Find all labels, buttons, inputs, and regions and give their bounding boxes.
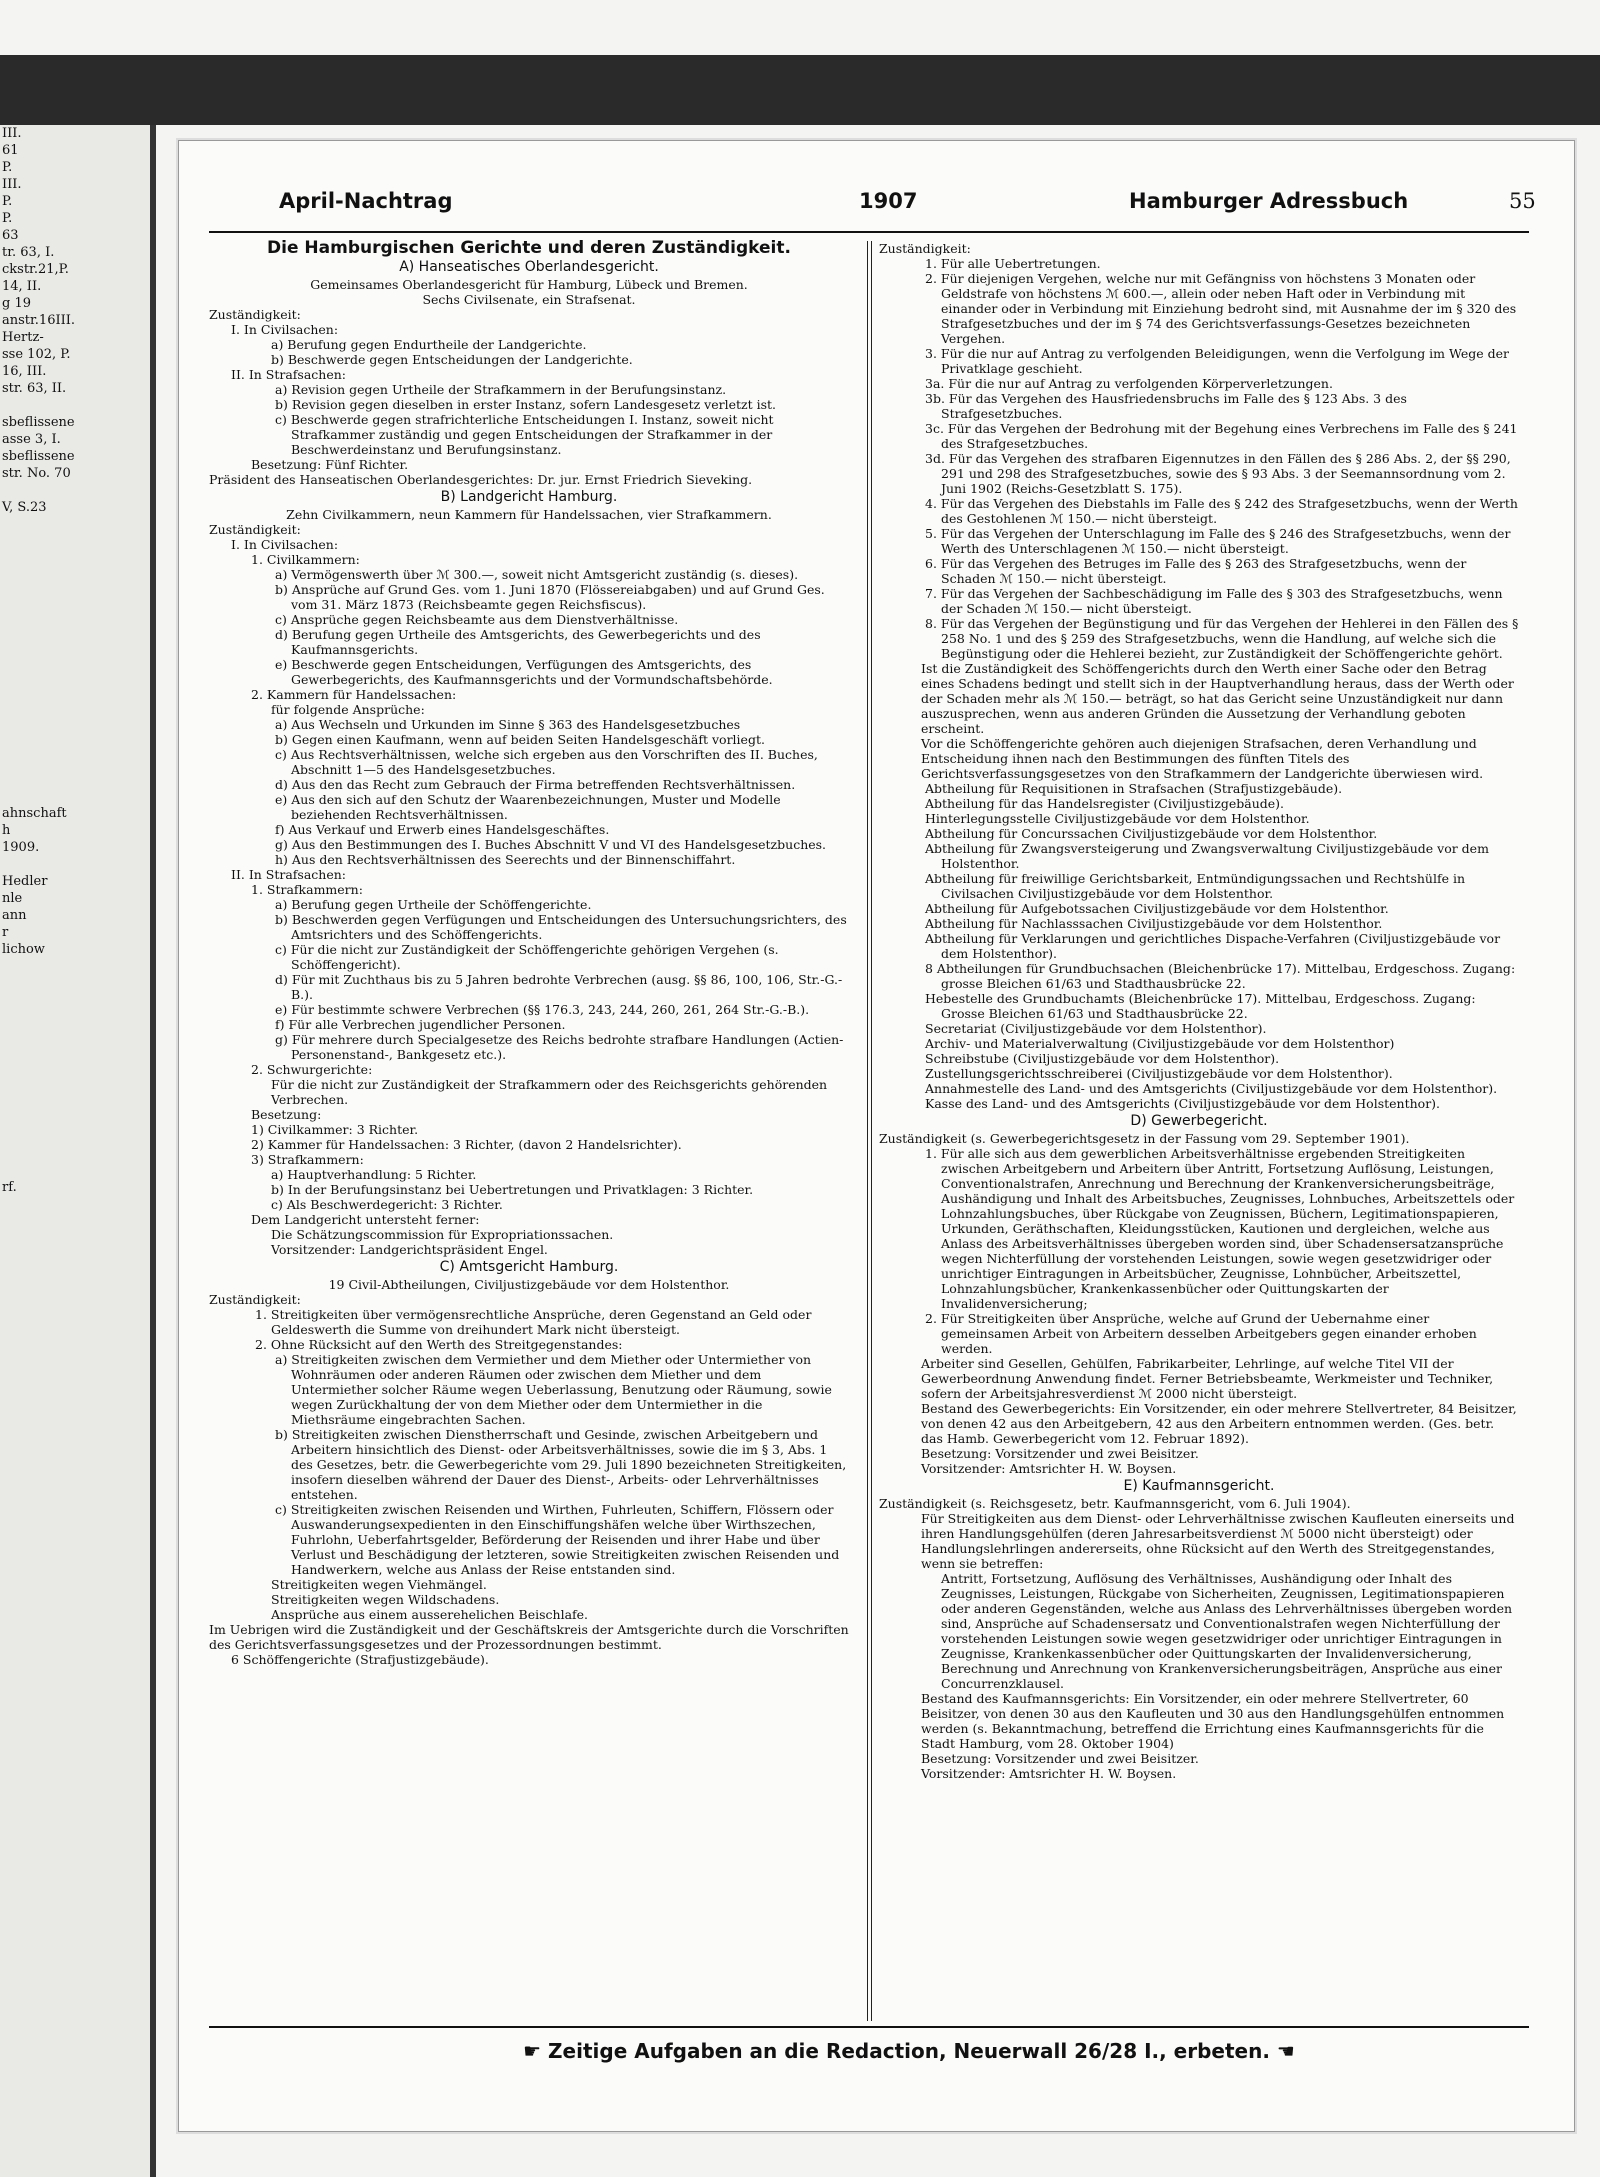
- paragraph: d) Für mit Zuchthaus bis zu 5 Jahren bedrohte Verbrechen (ausg. §§ 86, 100, 106, Str.-G.-B.).: [275, 972, 843, 1002]
- paragraph: 2. Für diejenigen Vergehen, welche nur mit Gefängniss von höchstens 3 Monaten oder Geldstrafe von höchstens ℳ 600.—, allein oder neben Haft oder in Verbindung mit einander oder in Verbindung mit Einziehung bedroht sind, mit Ausnahme der im § 320 des Strafgesetzbuches und der im § 74 des Gerichtsverfassungs-Gesetzes bezeichneten Vergehen.: [925, 271, 1517, 346]
- prev-page-fragment: rf.: [2, 1180, 17, 1195]
- paragraph: Abtheilung für Zwangsversteigerung und Zwangsverwaltung Civiljustizgebäude vor dem Holstenthor.: [925, 841, 1489, 871]
- paragraph: I. In Civilsachen:: [231, 322, 339, 337]
- prev-page-fragment: nle: [2, 891, 23, 906]
- paragraph: b) Beschwerde gegen Entscheidungen der Landgerichte.: [271, 352, 633, 367]
- prev-page-fragment: P.: [2, 211, 13, 226]
- prev-page-fragment: V, S.23: [2, 500, 47, 515]
- prev-page-fragment: sbeflissene: [2, 449, 75, 464]
- prev-page-fragment: ahnschaft: [2, 806, 67, 821]
- paragraph: Secretariat (Civiljustizgebäude vor dem Holstenthor).: [925, 1021, 1267, 1036]
- paragraph: 1. Civilkammern:: [251, 552, 360, 567]
- prev-page-fragment: 16, III.: [2, 364, 47, 379]
- paragraph: Abtheilung für freiwillige Gerichtsbarkeit, Entmündigungssachen und Rechtshülfe in Civilsachen Civiljustizgebäude vor dem Holstenthor.: [925, 871, 1466, 901]
- paragraph: 1. Für alle Uebertretungen.: [925, 256, 1101, 271]
- paragraph: Zuständigkeit:: [209, 1292, 301, 1307]
- paragraph: Für Streitigkeiten aus dem Dienst- oder Lehrverhältnisse zwischen Kaufleuten einerseits und ihren Handlungsgehülfen (deren Jahresarbeitsverdienst ℳ 5000 nicht übersteigt) oder Handlungslehrlingen andererseits, ohne Rücksicht auf den Werth des Streitgegenstandes, wenn sie betreffen:: [921, 1511, 1515, 1571]
- paragraph: 1. Streitigkeiten über vermögensrechtliche Ansprüche, deren Gegenstand an Geld oder Geldeswerth die Summe von dreihundert Mark nicht übersteigt.: [255, 1307, 812, 1337]
- prev-page-fragment: [0, 703, 150, 720]
- paragraph: 1. Für alle sich aus dem gewerblichen Arbeitsverhältnisse ergebenden Streitigkeiten zwischen Arbeitgebern und Arbeitern über Antritt, Fortsetzung Auflösung, Leistungen, Conventionalstrafen, Anrechnung und Berechnung der Krankenversicherungsbeiträge, Aushändigung und Inhalt des Arbeitsbuches, Zeugnisses, Lohnbuches, Arbeitszettels oder Lohnzahlungsbuches, über Rückgabe von Zeugnissen, Büchern, Legitimationspapieren, Urkunden, Geräthschaften, Kleidungsstücken, Kautionen und dergleichen, welche aus Anlass des Arbeitsverhältnisses übergeben worden sind, über Schadensersatzansprüche wegen Nichterfüllung der vorstehenden Leistungen, sowie wegen gesetzwidriger oder unrichtiger Eintragungen in Arbeitsbücher, Zeugnisse, Lohnbücher, Arbeitszettel, Lohnzahlungsbücher, Krankenkassenbücher oder Quittungskarten der Invalidenversicherung;: [925, 1146, 1515, 1311]
- paragraph: 6 Schöffengerichte (Strafjustizgebäude).: [231, 1652, 489, 1667]
- paragraph: c) Ansprüche gegen Reichsbeamte aus dem Dienstverhältnisse.: [275, 612, 679, 627]
- prev-page-fragment: [0, 652, 150, 669]
- paragraph: Hebestelle des Grundbuchamts (Bleichenbrücke 17). Mittelbau, Erdgeschoss. Zugang: Grosse Bleichen 61/63 und Stadthausbrücke 22.: [925, 991, 1476, 1021]
- paragraph: g) Für mehrere durch Specialgesetze des Reichs bedrohte strafbare Handlungen (Actien-Personenstand-, Bankgesetz etc.).: [275, 1032, 844, 1062]
- paragraph: d) Aus den das Recht zum Gebrauch der Firma betreffenden Rechtsverhältnissen.: [275, 777, 796, 792]
- paragraph: d) Berufung gegen Urtheile des Amtsgerichts, des Gewerbegerichts und des Kaufmannsgerichts.: [275, 627, 761, 657]
- prev-page-fragment: [0, 1060, 150, 1077]
- prev-page-fragment: III.: [2, 126, 22, 141]
- paragraph: Besetzung:: [251, 1107, 322, 1122]
- paragraph: Im Uebrigen wird die Zuständigkeit und der Geschäftskreis der Amtsgerichte durch die Vorschriften des Gerichtsverfassungsgesetzes und der Prozessordnungen bestimmt.: [209, 1622, 849, 1652]
- paragraph: a) Revision gegen Urtheile der Strafkammern in der Berufungsinstanz.: [275, 382, 727, 397]
- paragraph: h) Aus den Rechtsverhältnissen des Seerechts und der Binnenschiffahrt.: [275, 852, 736, 867]
- paragraph: Streitigkeiten wegen Wildschadens.: [271, 1592, 500, 1607]
- prev-page-fragment: [0, 1094, 150, 1111]
- prev-page-fragment: asse 3, I.: [2, 432, 61, 447]
- prev-page-fragment: 1909.: [2, 840, 40, 855]
- paragraph: a) Hauptverhandlung: 5 Richter.: [271, 1167, 477, 1182]
- header-year: 1907: [859, 189, 918, 213]
- paragraph: Annahmestelle des Land- und des Amtsgerichts (Civiljustizgebäude vor dem Holstenthor).: [925, 1081, 1498, 1096]
- prev-page-fragment: ann: [2, 908, 27, 923]
- paragraph: Abtheilung für das Handelsregister (Civiljustizgebäude).: [925, 796, 1285, 811]
- paragraph: 3d. Für das Vergehen des strafbaren Eigennutzes in den Fällen des § 286 Abs. 2, der §§ 290, 291 und 298 des Strafgesetzbuches, sowie des § 93 Abs. 3 der Seemannsordnung vom 2. Juni 1902 (Reichs-Gesetzblatt S. 175).: [925, 451, 1511, 496]
- prev-page-fragment: anstr.16III.: [2, 313, 76, 328]
- paragraph: c) Streitigkeiten zwischen Reisenden und Wirthen, Fuhrleuten, Schiffern, Flössern oder Auswanderungsexpedienten in den Einschiffungshäfen welche über Wirthszechen, Fuhrlohn, Ueberfahrtsgelder, Beförderung der Reisenden und ihrer Habe und über Verlust und Beschädigung der letzteren, sowie Streitigkeiten zwischen Reisenden und Handwerkern, welche aus Anlass der Reise entstanden sind.: [275, 1502, 840, 1577]
- paragraph: 8. Für das Vergehen der Begünstigung und für das Vergehen der Hehlerei in den Fällen des § 258 No. 1 und des § 259 des Strafgesetzbuchs, wenn die Handlung, auf welche sich die Begünstigung oder die Hehlerei bezieht, zur Zuständigkeit der Schöffengerichte gehört.: [925, 616, 1519, 661]
- prev-page-fragment: [0, 550, 150, 567]
- section-heading: D) Gewerbegericht.: [1130, 1113, 1268, 1129]
- section-heading: B) Landgericht Hamburg.: [440, 489, 618, 505]
- paragraph: a) Berufung gegen Endurtheile der Landgerichte.: [271, 337, 587, 352]
- prev-page-fragment: [0, 1043, 150, 1060]
- paragraph: Die Schätzungscommission für Expropriationssachen.: [271, 1227, 614, 1242]
- prev-page-fragment: [0, 788, 150, 805]
- paragraph: 3. Für die nur auf Antrag zu verfolgenden Beleidigungen, wenn die Verfolgung im Wege der Privatklage geschieht.: [925, 346, 1509, 376]
- paragraph: e) Beschwerde gegen Entscheidungen, Verfügungen des Amtsgerichts, des Gewerbegerichts, des Kaufmannsgerichts und der Vormundschaftsbehörde.: [275, 657, 773, 687]
- prev-page-fragment: [0, 737, 150, 754]
- paragraph: Hinterlegungsstelle Civiljustizgebäude vor dem Holstenthor.: [925, 811, 1310, 826]
- prev-page-fragment: ckstr.21,P.: [2, 262, 69, 277]
- paragraph: Arbeiter sind Gesellen, Gehülfen, Fabrikarbeiter, Lehrlinge, auf welche Titel VII der Gewerbeordnung Anwendung findet. Ferner Betriebsbeamte, Werkmeister und Techniker, sofern der Arbeitsjahresverdienst ℳ 2000 nicht übersteigt.: [921, 1356, 1494, 1401]
- paragraph: 2. Ohne Rücksicht auf den Werth des Streitgegenstandes:: [255, 1337, 623, 1352]
- prev-page-fragment: h: [2, 823, 11, 838]
- prev-page-fragment: [0, 754, 150, 771]
- prev-page-fragment: [0, 1026, 150, 1043]
- paragraph: b) Streitigkeiten zwischen Dienstherrschaft und Gesinde, zwischen Arbeitgebern und Arbeitern hinsichtlich des Dienst- oder Arbeitsverhältnisses, sowie die im § 3, Abs. 1 des Gesetzes, betr. die Gewerbegerichte vom 29. Juli 1890 bezeichneten Streitigkeiten, insofern dieselben während der Dauer des Dienst-, Arbeits- oder Lehrverhältnisses entstehen.: [275, 1427, 847, 1502]
- paragraph: 19 Civil-Abtheilungen, Civiljustizgebäude vor dem Holstenthor.: [328, 1277, 730, 1292]
- paragraph: Vorsitzender: Amtsrichter H. W. Boysen.: [921, 1461, 1177, 1476]
- prev-page-fragment: [0, 1077, 150, 1094]
- paragraph: Abtheilung für Aufgebotssachen Civiljustizgebäude vor dem Holstenthor.: [925, 901, 1389, 916]
- prev-page-fragment: [0, 397, 150, 414]
- footer-rule: [209, 2026, 1529, 2028]
- paragraph: c) Beschwerde gegen strafrichterliche Entscheidungen I. Instanz, soweit nicht Strafkammer zuständig und gegen Entscheidungen der Strafkammer in der Beschwerdeinstanz und Berufungsinstanz.: [275, 412, 774, 457]
- prev-page-fragment: lichow: [2, 942, 45, 957]
- paragraph: 2. Kammern für Handelssachen:: [251, 687, 457, 702]
- paragraph: e) Für bestimmte schwere Verbrechen (§§ 176.3, 243, 244, 260, 261, 264 Str.-G.-B.).: [275, 1002, 810, 1017]
- prev-page-fragment: [0, 720, 150, 737]
- paragraph: Abtheilung für Requisitionen in Strafsachen (Strafjustizgebäude).: [925, 781, 1343, 796]
- prev-page-fragment: P.: [2, 160, 13, 175]
- paragraph: 3a. Für die nur auf Antrag zu verfolgenden Körperverletzungen.: [925, 376, 1333, 391]
- prev-page-fragment: [0, 686, 150, 703]
- paragraph: 2. Schwurgerichte:: [251, 1062, 373, 1077]
- paragraph: Besetzung: Fünf Richter.: [251, 457, 409, 472]
- paragraph: 4. Für das Vergehen des Diebstahls im Falle des § 242 des Strafgesetzbuchs, wenn der Werth des Gestohlenen ℳ 150.— nicht übersteigt.: [925, 496, 1518, 526]
- paragraph: für folgende Ansprüche:: [271, 702, 425, 717]
- prev-page-fragment: [0, 669, 150, 686]
- prev-page-fragment: 61: [2, 143, 19, 158]
- paragraph: Schreibstube (Civiljustizgebäude vor dem Holstenthor).: [925, 1051, 1280, 1066]
- page-title: Die Hamburgischen Gerichte und deren Zuständigkeit.: [267, 238, 791, 258]
- paragraph: g) Aus den Bestimmungen des I. Buches Abschnitt V und VI des Handelsgesetzbuches.: [275, 837, 827, 852]
- page-number: 55: [1509, 189, 1536, 213]
- paragraph: Sechs Civilsenate, ein Strafsenat.: [422, 292, 636, 307]
- header-title: Hamburger Adressbuch: [1129, 189, 1409, 213]
- left-column: [209, 238, 849, 1667]
- prev-page-fragment: [0, 618, 150, 635]
- prev-page-fragment: [0, 975, 150, 992]
- prev-page-fragment: [0, 1128, 150, 1145]
- prev-page-fragment: Hedler: [2, 874, 48, 889]
- paragraph: Antritt, Fortsetzung, Auflösung des Verhältnisses, Aushändigung oder Inhalt des Zeugnisses, Leistungen, Rückgabe von Sicherheiten, Zeugnissen, Legitimationspapieren oder anderen Gegenständen, welche aus Anlass des Lehrverhältnisses übergeben worden sind, Ansprüche auf Schadensersatz und Conventionalstrafen wegen Nichterfüllung der vorstehenden Leistungen sowie wegen gesetzwidriger oder unrichtiger Eintragungen in Zeugnisse, Krankenkassenbücher oder Quittungskarten der Invalidenversicherung, Berechnung und Anrechnung von Krankenversicherungsbeiträgen, Ansprüche aus einer Concurrenzklausel.: [941, 1571, 1513, 1691]
- paragraph: 1. Strafkammern:: [251, 882, 363, 897]
- prev-page-fragment: str. 63, II.: [2, 381, 67, 396]
- paragraph: Zuständigkeit (s. Gewerbegerichtsgesetz in der Fassung vom 29. September 1901).: [879, 1131, 1410, 1146]
- scan-top-shadow: [0, 55, 1600, 125]
- paragraph: Zehn Civilkammern, neun Kammern für Handelssachen, vier Strafkammern.: [286, 507, 772, 522]
- paragraph: II. In Strafsachen:: [231, 867, 347, 882]
- prev-page-fragment: tr. 63, I.: [2, 245, 55, 260]
- right-column: [879, 241, 1519, 1781]
- section-heading: E) Kaufmannsgericht.: [1123, 1478, 1275, 1494]
- prev-page-fragment: [0, 601, 150, 618]
- paragraph: f) Aus Verkauf und Erwerb eines Handelsgeschäftes.: [275, 822, 610, 837]
- paragraph: b) Beschwerden gegen Verfügungen und Entscheidungen des Untersuchungsrichters, des Amtsrichters und des Schöffengerichts.: [275, 912, 847, 942]
- prev-page-fragment: [0, 482, 150, 499]
- paragraph: Archiv- und Materialverwaltung (Civiljustizgebäude vor dem Holstenthor): [925, 1036, 1395, 1051]
- paragraph: Gemeinsames Oberlandesgericht für Hamburg, Lübeck und Bremen.: [310, 277, 748, 292]
- prev-page-fragment: sse 102, P.: [2, 347, 71, 362]
- paragraph: 8 Abtheilungen für Grundbuchsachen (Bleichenbrücke 17). Mittelbau, Erdgeschoss. Zugang: grosse Bleichen 61/63 und Stadthausbrücke 22.: [925, 961, 1516, 991]
- paragraph: Kasse des Land- und des Amtsgerichts (Civiljustizgebäude vor dem Holstenthor).: [925, 1096, 1441, 1111]
- paragraph: I. In Civilsachen:: [231, 537, 339, 552]
- paragraph: b) Ansprüche auf Grund Ges. vom 1. Juni 1870 (Flössereiabgaben) und auf Grund Ges. vom 31. März 1873 (Reichsbeamte gegen Reichsfiscus).: [275, 582, 825, 612]
- paragraph: b) Gegen einen Kaufmann, wenn auf beiden Seiten Handelsgeschäft vorliegt.: [275, 732, 765, 747]
- prev-page-fragment: 14, II.: [2, 279, 42, 294]
- paragraph: a) Aus Wechseln und Urkunden im Sinne § 363 des Handelsgesetzbuches: [275, 717, 741, 732]
- paragraph: Vorsitzender: Landgerichtspräsident Engel.: [271, 1242, 548, 1257]
- column-divider: [867, 241, 868, 2021]
- prev-page-fragment: [0, 516, 150, 533]
- paragraph: Präsident des Hanseatischen Oberlandesgerichtes: Dr. jur. Ernst Friedrich Sieveking.: [209, 472, 753, 487]
- prev-page-fragment: [0, 1145, 150, 1162]
- paragraph: 7. Für das Vergehen der Sachbeschädigung im Falle des § 303 des Strafgesetzbuchs, wenn der Schaden ℳ 150.— nicht übersteigt.: [925, 586, 1503, 616]
- prev-page-fragment: P.: [2, 194, 13, 209]
- paragraph: Bestand des Gewerbegerichts: Ein Vorsitzender, ein oder mehrere Stellvertreter, 84 Beisitzer, von denen 42 aus den Arbeitgebern, 42 aus den Arbeitern entnommen werden. (Ges. betr. das Hamb. Gewerbegericht vom 12. Februar 1892).: [921, 1401, 1517, 1446]
- paragraph: Besetzung: Vorsitzender und zwei Beisitzer.: [921, 1446, 1199, 1461]
- prev-page-fragment: [0, 856, 150, 873]
- paragraph: 3) Strafkammern:: [251, 1152, 364, 1167]
- paragraph: Ansprüche aus einem ausserehelichen Beischlafe.: [271, 1607, 589, 1622]
- paragraph: Für die nicht zur Zuständigkeit der Strafkammern oder des Reichsgerichts gehörenden Verbrechen.: [271, 1077, 828, 1107]
- section-heading: C) Amtsgericht Hamburg.: [439, 1259, 619, 1275]
- prev-page-fragment: 63: [2, 228, 19, 243]
- paragraph: Streitigkeiten wegen Viehmängel.: [271, 1577, 487, 1592]
- paragraph: 1) Civilkammer: 3 Richter.: [251, 1122, 419, 1137]
- paragraph: Abtheilung für Nachlasssachen Civiljustizgebäude vor dem Holstenthor.: [925, 916, 1383, 931]
- page-header: [219, 189, 1536, 223]
- paragraph: b) Revision gegen dieselben in erster Instanz, sofern Landesgesetz verletzt ist.: [275, 397, 776, 412]
- prev-page-fragment: [0, 771, 150, 788]
- previous-page-edge: [0, 125, 156, 2177]
- paragraph: a) Vermögenswerth über ℳ 300.—, soweit nicht Amtsgericht zuständig (s. dieses).: [275, 567, 799, 582]
- paragraph: Vor die Schöffengerichte gehören auch diejenigen Strafsachen, deren Verhandlung und Entscheidung ihnen nach den Bestimmungen des fünften Titels des Gerichtsverfassungsgesetzes von den Strafkammern der Landgerichte überwiesen wird.: [921, 736, 1484, 781]
- paragraph: 6. Für das Vergehen des Betruges im Falle des § 263 des Strafgesetzbuchs, wenn der Schaden ℳ 150.— nicht übersteigt.: [925, 556, 1467, 586]
- header-rule: [209, 231, 1529, 233]
- prev-page-fragment: g 19: [2, 296, 31, 311]
- paragraph: Zuständigkeit (s. Reichsgesetz, betr. Kaufmannsgericht, vom 6. Juli 1904).: [879, 1496, 1351, 1511]
- paragraph: 3b. Für das Vergehen des Hausfriedensbruchs im Falle des § 123 Abs. 3 des Strafgesetzbuches.: [925, 391, 1407, 421]
- section-heading: A) Hanseatisches Oberlandesgericht.: [399, 259, 659, 275]
- prev-page-fragment: Hertz-: [2, 330, 44, 345]
- paragraph: f) Für alle Verbrechen jugendlicher Personen.: [275, 1017, 566, 1032]
- paragraph: Zuständigkeit:: [209, 307, 301, 322]
- paragraph: Vorsitzender: Amtsrichter H. W. Boysen.: [921, 1766, 1177, 1781]
- prev-page-fragment: [0, 1009, 150, 1026]
- paragraph: Dem Landgericht untersteht ferner:: [251, 1212, 480, 1227]
- paragraph: Zustellungsgerichtsschreiberei (Civiljustizgebäude vor dem Holstenthor).: [925, 1066, 1393, 1081]
- prev-page-fragment: [0, 567, 150, 584]
- prev-page-fragment: [0, 958, 150, 975]
- paragraph: c) Als Beschwerdegericht: 3 Richter.: [271, 1197, 503, 1212]
- prev-page-fragment: [0, 1162, 150, 1179]
- prev-page-fragment: [0, 1111, 150, 1128]
- prev-page-fragment: [0, 533, 150, 550]
- paragraph: c) Aus Rechtsverhältnissen, welche sich ergeben aus den Vorschriften des II. Buches, Abschnitt 1—5 des Handelsgesetzbuches.: [275, 747, 818, 777]
- document-page: [178, 140, 1575, 2132]
- paragraph: 2. Für Streitigkeiten über Ansprüche, welche auf Grund der Uebernahme einer gemeinsamen Arbeit von Arbeitern desselben Arbeitgebers gegen einander erhoben werden.: [925, 1311, 1477, 1356]
- paragraph: a) Streitigkeiten zwischen dem Vermiether und dem Miether oder Untermiether von Wohnräumen oder anderen Räumen oder zwischen dem Miether und dem Untermiether solcher Räume wegen Ueberlassung, Benutzung oder Räumung, sowie wegen Zurückhaltung der von dem Miether oder dem Untermiether in die Miethsräume eingebrachten Sachen.: [275, 1352, 832, 1427]
- paragraph: Ist die Zuständigkeit des Schöffengerichts durch den Werth einer Sache oder den Betrag eines Schadens bedingt und stellt sich in der Hauptverhandlung heraus, dass der Werth oder der Schaden mehr als ℳ 150.— beträgt, so hat das Gericht seine Unzuständigkeit nur dann auszusprechen, wenn aus anderen Gründen die Aussetzung der Verhandlung geboten erscheint.: [921, 661, 1514, 736]
- paragraph: Abtheilung für Concurssachen Civiljustizgebäude vor dem Holstenthor.: [925, 826, 1378, 841]
- footer-notice: ☛ Zeitige Aufgaben an die Redaction, Neuerwall 26/28 I., erbeten. ☚: [523, 2039, 1295, 2063]
- paragraph: 5. Für das Vergehen der Unterschlagung im Falle des § 246 des Strafgesetzbuchs, wenn der Werth des Unterschlagenen ℳ 150.— nicht übersteigt.: [925, 526, 1511, 556]
- paragraph: Abtheilung für Verklarungen und gerichtliches Dispache-Verfahren (Civiljustizgebäude vor dem Holstenthor).: [925, 931, 1501, 961]
- paragraph: b) In der Berufungsinstanz bei Uebertretungen und Privatklagen: 3 Richter.: [271, 1182, 754, 1197]
- paragraph: Zuständigkeit:: [209, 522, 301, 537]
- paragraph: 2) Kammer für Handelssachen: 3 Richter, (davon 2 Handelsrichter).: [251, 1137, 682, 1152]
- paragraph: c) Für die nicht zur Zuständigkeit der Schöffengerichte gehörigen Vergehen (s. Schöffengericht).: [275, 942, 779, 972]
- paragraph: 3c. Für das Vergehen der Bedrohung mit der Begehung eines Verbrechens im Falle des § 241 des Strafgesetzbuches.: [925, 421, 1518, 451]
- prev-page-fragment: r: [2, 925, 9, 940]
- prev-page-fragment: str. No. 70: [2, 466, 71, 481]
- prev-page-fragment: [0, 635, 150, 652]
- paragraph: Bestand des Kaufmannsgerichts: Ein Vorsitzender, ein oder mehrere Stellvertreter, 60 Beisitzer, von denen 30 aus den Kaufleuten und 30 aus den Handlungsgehülfen entnommen werden (s. Bekanntmachung, betreffend die Errichtung eines Kaufmannsgerichts für die Stadt Hamburg, vom 28. Oktober 1904): [921, 1691, 1505, 1751]
- header-left: April-Nachtrag: [279, 189, 453, 213]
- paragraph: Zuständigkeit:: [879, 241, 971, 256]
- paragraph: II. In Strafsachen:: [231, 367, 347, 382]
- paragraph: e) Aus den sich auf den Schutz der Waarenbezeichnungen, Muster und Modelle beziehenden Rechtsverhältnissen.: [275, 792, 781, 822]
- paragraph: Besetzung: Vorsitzender und zwei Beisitzer.: [921, 1751, 1199, 1766]
- prev-page-fragment: III.: [2, 177, 22, 192]
- prev-page-fragment: [0, 584, 150, 601]
- column-divider: [871, 241, 872, 2021]
- paragraph: a) Berufung gegen Urtheile der Schöffengerichte.: [275, 897, 592, 912]
- prev-page-fragment: sbeflissene: [2, 415, 75, 430]
- prev-page-fragment: [0, 992, 150, 1009]
